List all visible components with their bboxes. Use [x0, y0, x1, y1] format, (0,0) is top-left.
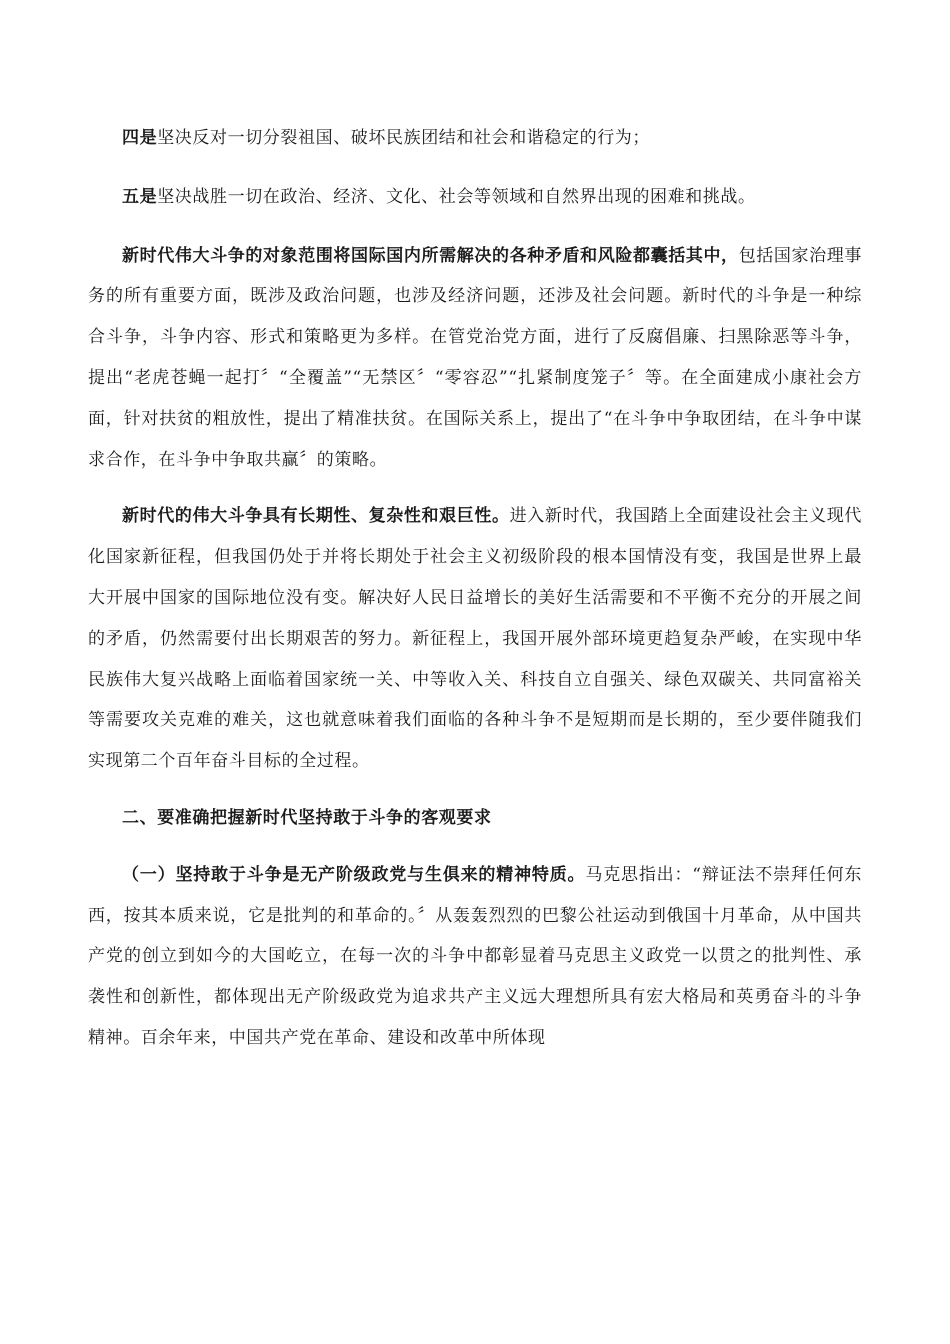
document-page — [88, 118, 862, 1059]
paragraph-struggle-long-term — [88, 496, 862, 782]
paragraph-struggle-scope — [88, 236, 862, 481]
paragraph-text: 坚决反对一切分裂祖国、破坏民族团结和社会和谐稳定的行为； — [157, 128, 651, 148]
section-heading: 二、要准确把握新时代坚持敢于斗争的客观要求 — [122, 807, 492, 828]
paragraph-text: 包括国家治理事务的所有重要方面，既涉及政治问题，也涉及经济问题，还涉及社会问题。新时代的斗争是一种综合斗争，斗争内容、形式和策略更为多样。在管党治党方面，进行了反腐倡廉、扫黑除恶等斗争，提出“老虎苍蝇一起打〞“全覆盖”“无禁区〞“零容忍”“扎紧制度笼子〞等。在全面建成小康社会方面，针对扶贫的粗放性，提出了精准扶贫。在国际关系上，提出了“在斗争中争取团结，在斗争中谋求合作，在斗争中争取共赢〞的策略。 — [88, 245, 863, 470]
paragraph-point-five — [88, 177, 862, 218]
paragraph-text: 坚决战胜一切在政治、经济、文化、社会等领域和自然界出现的困难和挑战。 — [157, 186, 756, 207]
paragraph-lead: 新时代的伟大斗争具有长期性、复杂性和艰巨性。 — [122, 506, 510, 527]
paragraph-lead: 四是 — [122, 128, 158, 148]
paragraph-lead: 五是 — [122, 186, 158, 207]
paragraph-point-four — [88, 118, 862, 159]
paragraph-text: 马克思指出：“辩证法不崇拜任何东西，按其本质来说，它是批判的和革命的。〞从轰轰烈烈的巴黎公社运动到俄国十月革命，从中国共产党的创立到如今的大国屹立，在每一次的斗争中都彰显着马克思主义政党一以贯之的批判性、承袭性和创新性，都体现出无产阶级政党为追求共产主义远大理想所具有宏大格局和英勇奋斗的斗争精神。百余年来，中国共产党在革命、建设和改革中所体现 — [88, 864, 862, 1048]
paragraph-subsection-one — [88, 855, 862, 1059]
paragraph-lead: （一）坚持敢于斗争是无产阶级政党与生俱来的精神特质。 — [122, 864, 586, 885]
paragraph-text: 进入新时代，我国踏上全面建设社会主义现代化国家新征程，但我国仍处于并将长期处于社会主义初级阶段的根本国情没有变，我国是世界上最大开展中国家的国际地位没有变。解决好人民日益增长的美好生活需要和不平衡不充分的开展之间的矛盾，仍然需要付出长期艰苦的努力。新征程上，我国开展外部环境更趋复杂严峻，在实现中华民族伟大复兴战略上面临着国家统一关、中等收入关、科技自立自强关、绿色双碳关、共同富裕关等需要攻关克难的难关，这也就意味着我们面临的各种斗争不是短期而是长期的，至少要伴随我们实现第二个百年奋斗目标的全过程。 — [88, 506, 863, 772]
paragraph-lead: 新时代伟大斗争的对象范围将国际国内所需解决的各种矛盾和风险都囊括其中， — [122, 245, 739, 266]
